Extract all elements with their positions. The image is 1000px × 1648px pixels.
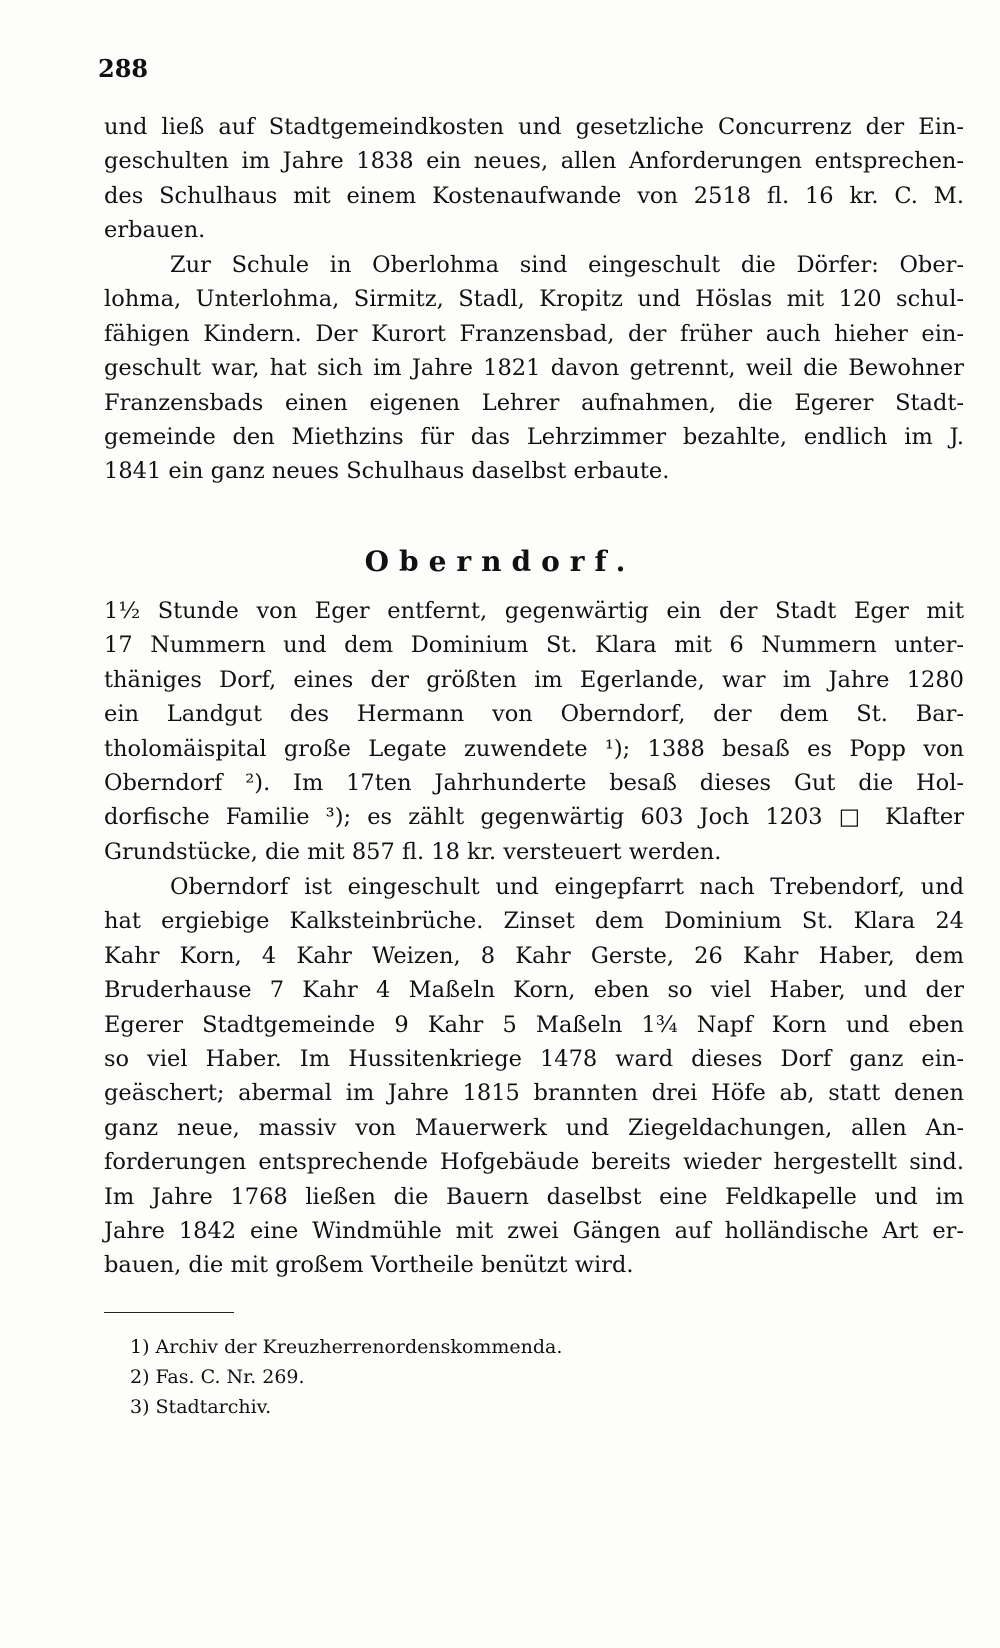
footnote-1: 1) Archiv der Kreuzherrenordenskommenda. (130, 1336, 563, 1358)
text-line: dorfische Familie ³); es zählt gegenwärtig 603 Joch 1203 □ Klafter (104, 804, 964, 831)
text-line: fähigen Kindern. Der Kurort Franzensbad, der früher auch hieher ein- (104, 320, 964, 347)
paragraph-schoolhouse (104, 110, 964, 248)
text-line: Egerer Stadtgemeinde 9 Kahr 5 Maßeln 1¾ Napf Korn und eben (104, 1011, 964, 1038)
footnote-3: 3) Stadtarchiv. (130, 1396, 272, 1418)
text-line: geäschert; abermal im Jahre 1815 brannten drei Höfe ab, statt denen (104, 1080, 964, 1107)
text-line: des Schulhaus mit einem Kostenaufwande von 2518 fl. 16 kr. C. M. (104, 182, 964, 209)
text-line: geschulten im Jahre 1838 ein neues, allen Anforderungen entsprechen- (104, 148, 964, 175)
text-line: thäniges Dorf, eines der größten im Egerlande, war im Jahre 1280 (104, 666, 964, 693)
text-line: Franzensbads einen eigenen Lehrer aufnahmen, die Egerer Stadt- (104, 389, 964, 416)
paragraph-oberlohma-school (104, 248, 964, 489)
text-line: hat ergiebige Kalksteinbrüche. Zinset dem Dominium St. Klara 24 (104, 908, 964, 935)
text-line: Kahr Korn, 4 Kahr Weizen, 8 Kahr Gerste, 26 Kahr Haber, dem (104, 942, 964, 969)
text-line: erbauen. (104, 217, 206, 244)
text-line: Zur Schule in Oberlohma sind eingeschult die Dörfer: Ober- (170, 252, 964, 278)
paragraph-oberndorf-parish (104, 870, 964, 1283)
page-number: 288 (98, 54, 149, 83)
section-heading: Oberndorf. (364, 545, 636, 578)
text-line: bauen, die mit großem Vortheile benützt wird. (104, 1252, 634, 1279)
text-line: und ließ auf Stadtgemeindkosten und gesetzliche Concurrenz der Ein- (104, 114, 964, 140)
text-line: Bruderhause 7 Kahr 4 Maßeln Korn, eben so viel Haber, und der (104, 977, 964, 1004)
text-line: lohma, Unterlohma, Sirmitz, Stadl, Kropitz und Höslas mit 120 schul- (104, 286, 964, 313)
footnote-2: 2) Fas. C. Nr. 269. (130, 1366, 305, 1388)
text-line: geschult war, hat sich im Jahre 1821 davon getrennt, weil die Bewohner (104, 355, 964, 382)
footnote-divider (104, 1312, 234, 1313)
text-line: Oberndorf ²). Im 17ten Jahrhunderte besaß dieses Gut die Hol- (104, 769, 964, 796)
text-line: ein Landgut des Hermann von Oberndorf, der dem St. Bar- (104, 701, 964, 728)
text-line: tholomäispital große Legate zuwendete ¹); 1388 besaß es Popp von (104, 735, 964, 762)
paragraph-oberndorf-history (104, 594, 964, 869)
text-line: Grundstücke, die mit 857 fl. 18 kr. versteuert werden. (104, 838, 722, 865)
text-line: so viel Haber. Im Hussitenkriege 1478 ward dieses Dorf ganz ein- (104, 1045, 964, 1072)
text-line: Jahre 1842 eine Windmühle mit zwei Gängen auf holländische Art er- (104, 1217, 964, 1244)
text-line: ganz neue, massiv von Mauerwerk und Ziegeldachungen, allen An- (104, 1114, 964, 1141)
text-line: 17 Nummern und dem Dominium St. Klara mit 6 Nummern unter- (104, 632, 964, 659)
text-line: 1½ Stunde von Eger entfernt, gegenwärtig ein der Stadt Eger mit (104, 598, 964, 624)
text-line: 1841 ein ganz neues Schulhaus daselbst erbaute. (104, 458, 670, 485)
text-line: Oberndorf ist eingeschult und eingepfarrt nach Trebendorf, und (170, 874, 964, 900)
text-line: forderungen entsprechende Hofgebäude bereits wieder hergestellt sind. (104, 1149, 964, 1176)
footnotes (130, 1332, 830, 1422)
text-line: gemeinde den Miethzins für das Lehrzimmer bezahlte, endlich im J. (104, 423, 964, 450)
text-line: Im Jahre 1768 ließen die Bauern daselbst eine Feldkapelle und im (104, 1183, 964, 1210)
